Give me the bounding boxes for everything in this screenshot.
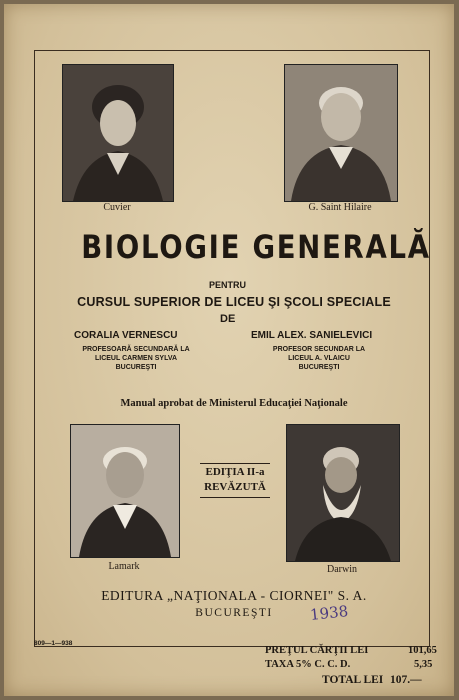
caption-cuvier: Cuvier bbox=[103, 202, 131, 213]
portrait-lamark bbox=[70, 424, 180, 558]
portrait-cuvier-image bbox=[63, 65, 173, 201]
portrait-darwin bbox=[286, 424, 400, 562]
price-line1-value: 101,65 bbox=[408, 645, 437, 656]
author1-line3: BUCUREŞTI bbox=[115, 364, 157, 371]
edition-line1: EDIŢIA II-a bbox=[205, 466, 265, 478]
book-cover bbox=[4, 4, 454, 696]
author2-line3: BUCUREŞTI bbox=[298, 364, 340, 371]
course-subtitle: CURSUL SUPERIOR DE LICEU ŞI ŞCOLI SPECIALE bbox=[77, 295, 391, 309]
portrait-darwin-image bbox=[287, 425, 399, 561]
price-total-label: TOTAL LEI bbox=[322, 674, 384, 686]
author1-line1: PROFESOARĂ SECUNDARĂ LA bbox=[82, 346, 190, 353]
book-title: BIOLOGIE GENERALĂ bbox=[81, 228, 431, 266]
author2-line2: LICEUL A. VLAICU bbox=[288, 355, 350, 362]
edition-line2: REVĂZUTĂ bbox=[204, 481, 266, 493]
portrait-lamark-image bbox=[71, 425, 179, 557]
author2-name: EMIL ALEX. SANIELEVICI bbox=[251, 330, 373, 341]
city-line: BUCUREŞTI bbox=[195, 607, 273, 619]
portrait-saint-hilaire bbox=[284, 64, 398, 202]
edition-rule-bottom bbox=[200, 497, 270, 498]
price-total-value: 107.— bbox=[390, 674, 422, 686]
author1-line2: LICEUL CARMEN SYLVA bbox=[94, 355, 178, 362]
author1-name: CORALIA VERNESCU bbox=[74, 330, 178, 341]
portrait-cuvier bbox=[62, 64, 174, 202]
author2-line1: PROFESOR SECUNDAR LA bbox=[272, 346, 366, 353]
edition-rule-top bbox=[200, 463, 270, 464]
pentru-label: PENTRU bbox=[209, 280, 247, 290]
price-line2-label: TAXA 5% C. C. D. bbox=[265, 659, 351, 670]
caption-lamark: Lamark bbox=[108, 561, 140, 572]
de-label: DE bbox=[220, 313, 236, 325]
price-line2-value: 5,35 bbox=[414, 659, 433, 670]
price-line1-label: PREŢUL CĂRŢII LEI bbox=[265, 645, 369, 656]
handwritten-year: 1938 bbox=[309, 602, 350, 624]
caption-saint-hilaire: G. Saint Hilaire bbox=[308, 202, 372, 213]
caption-darwin: Darwin bbox=[327, 564, 357, 575]
publisher-line: EDITURA „NAŢIONALA - CIORNEI" S. A. bbox=[101, 588, 367, 603]
portrait-saint-hilaire-image bbox=[285, 65, 397, 201]
approval-line: Manual aprobat de Ministerul Educaţiei Naţionale bbox=[120, 398, 348, 409]
print-code: 809—1—938 bbox=[34, 640, 73, 647]
